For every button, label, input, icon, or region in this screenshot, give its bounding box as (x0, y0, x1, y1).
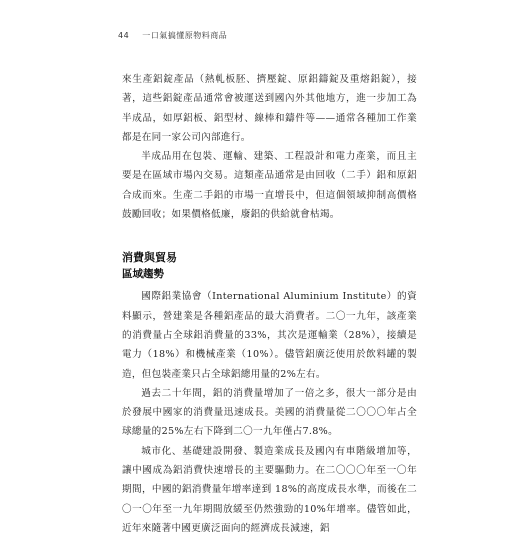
page-number: 44 (118, 31, 130, 40)
running-header (118, 30, 227, 41)
page-body (122, 70, 417, 538)
body-paragraph: 國際鋁業協會（International Aluminium Institute）的資料顯示，營建業是各種鋁產品的最大消費者。二〇一九年，該產業的消費量占全球鋁消費量的33%，其次是運輸業（28%），接續是電力（18%）和機械產業（10%）。儘管鋁廣泛使用於飲料罐的製造，但包裝產業只占全球鋁總用量的2%左右。 (122, 291, 417, 380)
body-paragraph: 過去二十年間，鋁的消費量增加了一倍之多，很大一部分是由於發展中國家的消費量迅速成長。美國的消費量從二〇〇〇年占全球總量的25%左右下降到二〇一九年僅占7.8%。 (122, 387, 417, 438)
section-title: 消費與貿易 (122, 251, 177, 265)
body-paragraph: 半成品用在包裝、運輸、建築、工程設計和電力產業，而且主要是在區域市場內交易。這類產品通常是由回收（二手）鋁和原鋁合成而來。生產二手鋁的市場一直增長中，但這個領域抑制高價格鼓勵回收；如果價格低廉，廢鋁的供給就會枯竭。 (122, 151, 417, 221)
body-paragraph: 城市化、基礎建設開發、製造業成長及國內有車階級增加等，讓中國成為鋁消費快速增長的主要驅動力。在二〇〇〇年至一〇年期間，中國的鋁消費量年增率達到 18%的高度成長水準，而後在二〇一〇年至一九年期間放緩至仍然強勁的10%年增率。儘管如此，近年來隨著中國更廣泛面向的經濟成長減速，鋁 (122, 445, 417, 534)
body-paragraph: 來生產鋁錠產品（熱軋板胚、擠壓錠、原鋁鑄錠及重熔鋁錠），接著，這些鋁錠產品通常會被運送到國內外其他地方，進一步加工為半成品，如厚鋁板、鋁型材、線棒和鑄件等——通常各種加工作業都是在同一家公司內部進行。 (122, 74, 417, 143)
book-title: 一口氣搞懂原物料商品 (142, 31, 228, 40)
subsection-title: 區域趨勢 (122, 268, 164, 281)
